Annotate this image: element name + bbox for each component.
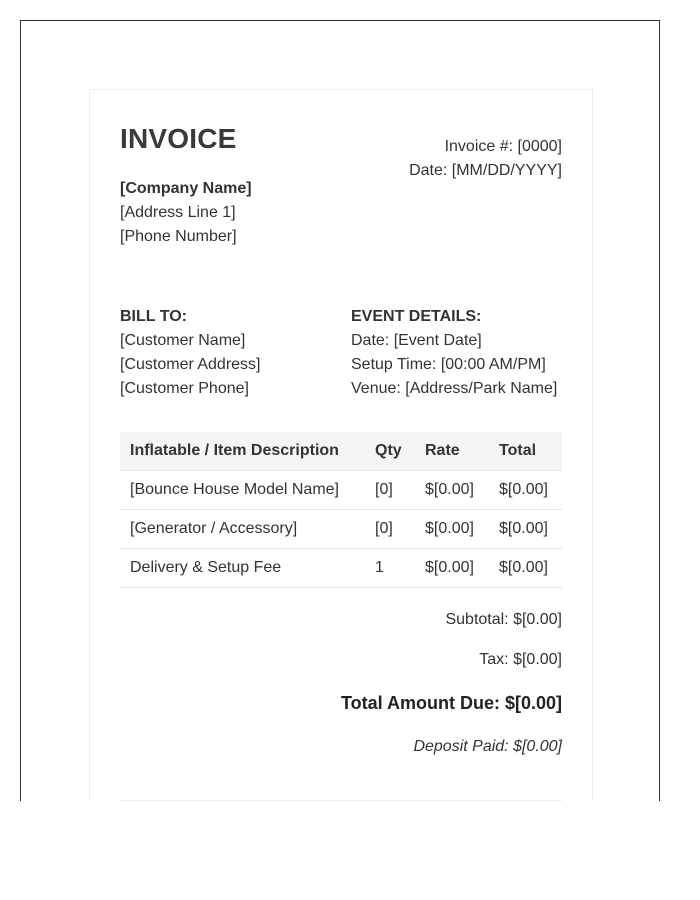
company-phone: [Phone Number] xyxy=(120,228,237,245)
customer-phone: [Customer Phone] xyxy=(120,380,249,397)
deposit-paid: Deposit Paid: $[0.00] xyxy=(413,738,562,755)
total-amount-due: Total Amount Due: $[0.00] xyxy=(340,693,562,713)
invoice-number: Invoice #: [0000] xyxy=(444,138,562,155)
event-venue: Venue: [Address/Park Name] xyxy=(351,380,558,397)
bill-to-heading: BILL TO: xyxy=(120,308,187,325)
row-rate: $[0.00] xyxy=(415,471,489,510)
event-details-heading: EVENT DETAILS: xyxy=(351,308,482,325)
row-description: Delivery & Setup Fee xyxy=(120,549,365,588)
row-description: [Bounce House Model Name] xyxy=(120,471,365,510)
company-name: [Company Name] xyxy=(120,180,252,197)
footer-divider xyxy=(120,800,562,801)
table-row xyxy=(120,510,562,549)
row-rate: $[0.00] xyxy=(415,549,489,588)
table-header-row xyxy=(120,432,562,471)
row-total: $[0.00] xyxy=(489,510,562,549)
header-rate: Rate xyxy=(415,432,489,471)
customer-address: [Customer Address] xyxy=(120,356,261,373)
tax: Tax: $[0.00] xyxy=(479,651,562,668)
line-items-table xyxy=(120,432,562,588)
header-total: Total xyxy=(489,432,562,471)
row-qty: [0] xyxy=(365,471,415,510)
row-description: [Generator / Accessory] xyxy=(120,510,365,549)
subtotal: Subtotal: $[0.00] xyxy=(445,611,562,628)
row-qty: [0] xyxy=(365,510,415,549)
table-row xyxy=(120,549,562,588)
event-date: Date: [Event Date] xyxy=(351,332,482,349)
invoice-title: INVOICE xyxy=(120,123,237,154)
table-row xyxy=(120,471,562,510)
event-setup-time: Setup Time: [00:00 AM/PM] xyxy=(351,356,546,373)
header-description: Inflatable / Item Description xyxy=(120,432,365,471)
row-qty: 1 xyxy=(365,549,415,588)
row-total: $[0.00] xyxy=(489,549,562,588)
customer-name: [Customer Name] xyxy=(120,332,246,349)
invoice-date: Date: [MM/DD/YYYY] xyxy=(409,162,562,179)
header-qty: Qty xyxy=(365,432,415,471)
row-rate: $[0.00] xyxy=(415,510,489,549)
company-address: [Address Line 1] xyxy=(120,204,236,221)
row-total: $[0.00] xyxy=(489,471,562,510)
